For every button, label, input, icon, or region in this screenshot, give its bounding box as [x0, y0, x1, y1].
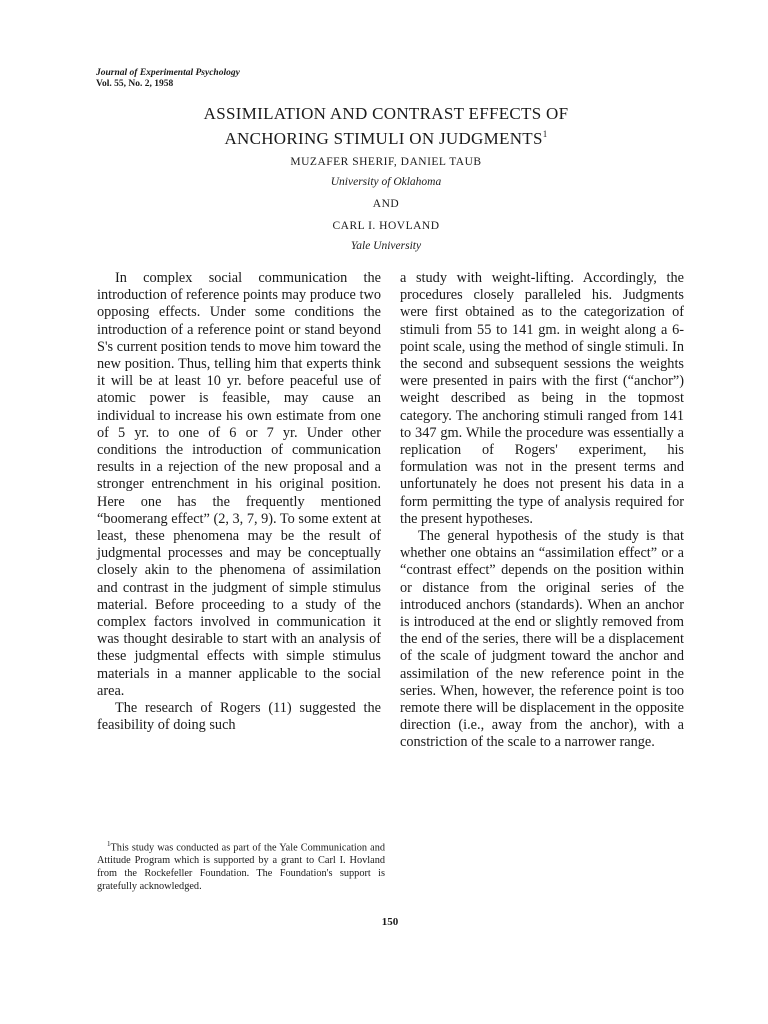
- footnote-text: This study was conducted as part of the Yale Communication and Attitude Program which is supported by a grant to Carl I. Hovland from the Rockefeller Foundation. The Foundation's support is gratefully acknowledged.: [97, 842, 385, 893]
- title-line-2-text: ANCHORING STIMULI ON JUDGMENTS: [224, 129, 543, 148]
- author-conjunction: AND: [372, 198, 400, 210]
- paragraph: In complex social communication the introduction of reference points may produce two opposing effects. Under some conditions the introduction of a reference point or stand beyond S's current position tends to move him toward the new position. Thus, telling him that experts think it will be at least 10 yr. before peaceful use of atomic power is feasible, may cause an individual to increase his own estimate from one of 5 yr. to one of 6 or 7 yr. Under other conditions the introduction of communication results in a rejection of the new proposal and a stronger entrenchment in his original position. Here one has the frequently mentioned “boomerang effect” (2, 3, 7, 9). To some extent at least, these phenomena may be the result of judgmental processes and may be conceptually closely akin to the phenomena of assimilation and contrast in the judgment of simple stimulus material. Before proceeding to a study of the complex factors involved in communication it was thought desirable to start with an analysis of these judgmental effects with simple stimulus materials in a manner applicable to the social area.: [97, 270, 381, 699]
- article-title: [100, 104, 672, 149]
- author-affiliation-1: University of Oklahoma: [330, 176, 442, 188]
- author-names-2: CARL I. HOVLAND: [332, 220, 440, 232]
- author-affiliation-2: Yale University: [350, 240, 422, 252]
- paragraph: The research of Rogers (11) suggested the feasibility of doing such: [97, 700, 381, 734]
- page-number: 150: [381, 916, 399, 928]
- body-column-left: [97, 270, 381, 734]
- paragraph: The general hypothesis of the study is that whether one obtains an “assimilation effect” or a “contrast effect” depends on the position within or distance from the original series of the introduced anchors (standards). When an anchor is introduced at the end or slightly removed from the end of the series, there will be a displacement of the scale of judgment toward the anchor and assimilation of the new reference point in the series. When, however, the reference point is too remote there will be displacement in the opposite direction (i.e., away from the anchor), with a constriction of the scale to a narrower range.: [400, 528, 684, 751]
- journal-name: Journal of Experimental Psychology: [96, 68, 240, 78]
- journal-header: [96, 68, 240, 90]
- title-footnote-marker: 1: [542, 129, 548, 139]
- paragraph-continued: a study with weight-lifting. Accordingly, the procedures closely paralleled his. Judgments were first obtained as to the categorization of stimuli from 55 to 141 gm. in weight along a 6-point scale, using the method of single stimuli. In the second and subsequent sessions the weights were presented in pairs with the first (“anchor”) weight described as being in the topmost category. The anchoring stimuli ranged from 141 to 347 gm. While the procedure was essentially a replication of Rogers' experiment, his formulation was not in the present terms and unfortunately he does not present his data in a form permitting the type of analysis required for the present hypotheses.: [400, 270, 684, 527]
- journal-volume: Vol. 55, No. 2, 1958: [96, 79, 174, 89]
- footnote-marker: 1: [107, 840, 111, 848]
- body-column-right: [400, 270, 684, 752]
- title-line-2: [100, 124, 672, 149]
- title-line-1: ASSIMILATION AND CONTRAST EFFECTS OF: [203, 104, 569, 123]
- author-names-1: MUZAFER SHERIF, DANIEL TAUB: [290, 156, 482, 168]
- footnote: [97, 838, 385, 893]
